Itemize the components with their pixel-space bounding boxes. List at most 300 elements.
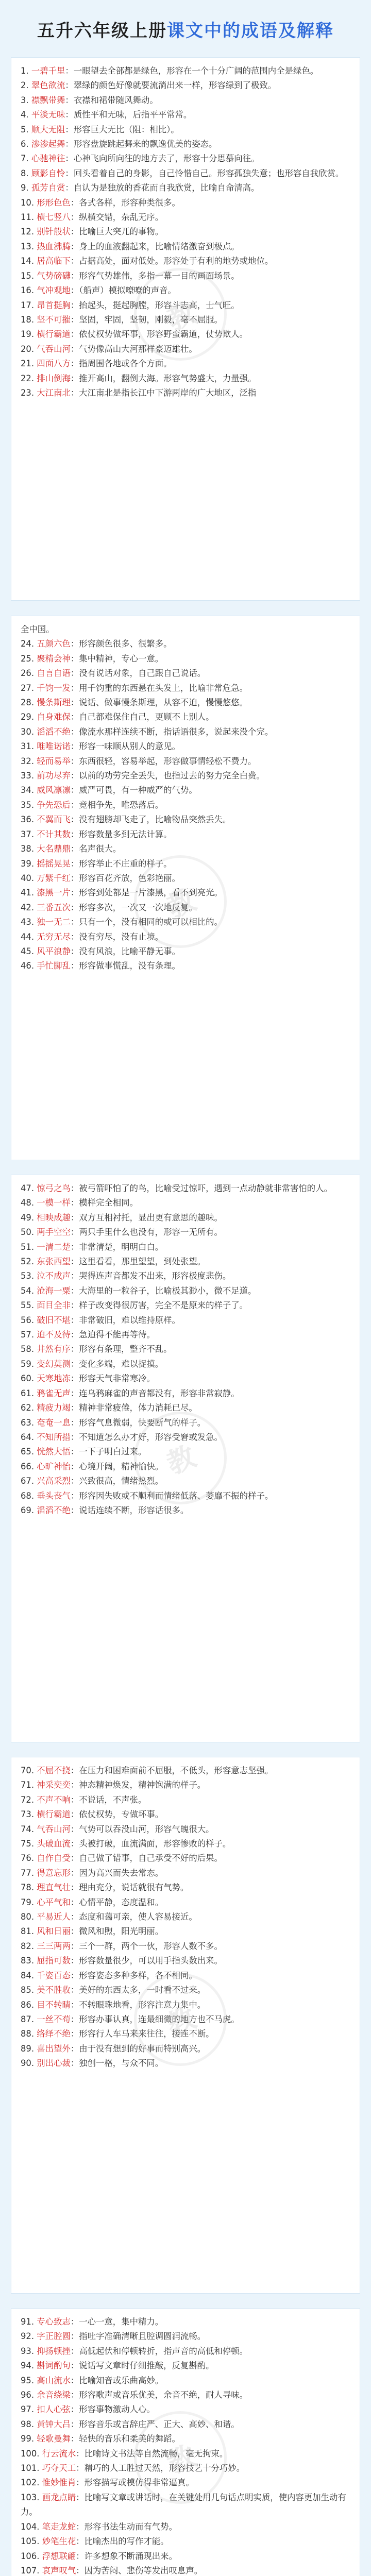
entry-colon: ： — [70, 844, 79, 854]
entry-colon: ： — [70, 800, 79, 810]
idiom-entry — [21, 2476, 350, 2490]
idiom-definition: 各式各样，形容种类很多。 — [79, 197, 180, 208]
idiom-definition: 连乌鸦麻雀的声音都没有，形容非常寂静。 — [79, 1388, 240, 1398]
entry-colon: ： — [70, 961, 79, 971]
entry-number: 80. — [21, 1912, 35, 1922]
idiom-entry — [21, 1196, 350, 1210]
entry-colon: ： — [70, 1417, 79, 1428]
entry-colon: ： — [70, 1780, 79, 1790]
idiom-entry — [21, 1778, 350, 1792]
entry-number: 47. — [21, 1183, 35, 1193]
entry-number: 40. — [21, 873, 35, 883]
entry-number: 60. — [21, 1374, 35, 1384]
idiom-definition: 只有一个，没有相同的或可以相比的。 — [79, 917, 223, 927]
idiom-entry — [21, 386, 350, 400]
idiom-word: 平淡无味 — [31, 110, 65, 120]
entry-colon: ： — [76, 2565, 85, 2575]
idiom-entry — [21, 842, 350, 856]
entry-number: 50. — [21, 1227, 35, 1238]
idiom-word: 头破血流 — [37, 1839, 71, 1849]
idiom-definition: 形容书法生动而有气势。 — [84, 2521, 177, 2532]
idiom-word: 相映成趣 — [37, 1212, 71, 1223]
idiom-definition: 推开高山，翻倒大海。形容气势盛大，力量强。 — [79, 373, 257, 383]
entry-colon: ： — [70, 771, 79, 781]
entry-colon: ： — [70, 270, 79, 281]
entry-number: 21. — [21, 359, 35, 369]
idiom-word: 独一无二 — [37, 917, 71, 927]
entry-colon: ： — [70, 1839, 79, 1849]
idiom-word: 不知所措 — [37, 1432, 71, 1442]
entry-number: 16. — [21, 285, 35, 296]
entry-colon: ： — [70, 1999, 79, 2010]
entry-number: 33. — [21, 771, 35, 781]
entry-colon: ： — [70, 1198, 79, 1208]
idiom-word: 天寒地冻 — [37, 1374, 71, 1384]
idiom-definition: 坚固，牢固，坚韧，刚毅，毫不屈服。 — [79, 314, 223, 325]
idiom-entry — [21, 2447, 350, 2461]
idiom-definition: 形容因失败或不顺利而情绪低落、萎靡不振的样子。 — [79, 1490, 274, 1501]
entry-number: 84. — [21, 1970, 35, 1980]
idiom-definition: 形容有条理，整齐不乱。 — [79, 1344, 172, 1354]
idiom-word: 千钧一发 — [37, 683, 71, 693]
idiom-entry — [21, 2432, 350, 2446]
idiom-word: 威风凛凛 — [37, 785, 71, 795]
entry-number: 7. — [21, 154, 29, 164]
entry-colon: ： — [70, 1257, 79, 1267]
entry-colon: ： — [70, 1212, 79, 1223]
idiom-word: 轻而易举 — [37, 756, 71, 766]
idiom-entry — [21, 1269, 350, 1283]
idiom-word: 轻歌曼舞 — [37, 2434, 71, 2444]
idiom-entry — [21, 283, 350, 298]
entry-colon: ： — [70, 931, 79, 942]
idiom-definition: 一心一意，集中精力。 — [79, 2317, 164, 2327]
entry-number: 15. — [21, 270, 35, 281]
entry-number: 61. — [21, 1388, 35, 1398]
entry-colon: ： — [70, 373, 79, 383]
entry-colon: ： — [70, 2043, 79, 2054]
idiom-word: 巧夺天工 — [42, 2463, 76, 2473]
entry-number: 23. — [21, 387, 35, 398]
idiom-word: 笔走龙蛇 — [42, 2521, 76, 2532]
idiom-definition: 心神飞向所向往的地方去了，形容十分思慕向往。 — [73, 154, 260, 164]
idiom-entry — [21, 666, 350, 681]
entry-number: 98. — [21, 2419, 35, 2429]
entry-number: 90. — [21, 2058, 35, 2069]
idiom-definition: 不说话，不声张。 — [79, 1794, 147, 1805]
entry-colon: ： — [65, 183, 74, 193]
idiom-definition: 一眼望去全部都是绿色，形容在一个十分广阔的范围内全是绿色。 — [73, 66, 319, 76]
idiom-word: 两手空空 — [37, 1227, 71, 1238]
entry-number: 76. — [21, 1853, 35, 1863]
idiom-definition: 说话、做事慢条斯理，从容不迫，慢慢悠悠。 — [79, 698, 248, 708]
entry-number: 94. — [21, 2361, 35, 2371]
idiom-word: 自言自语 — [37, 668, 71, 679]
idiom-word: 沧海一粟 — [37, 1285, 71, 1296]
idiom-word: 高山流水 — [37, 2375, 71, 2385]
entry-number: 103. — [21, 2492, 40, 2502]
idiom-entry — [21, 1954, 350, 1968]
entry-number: 68. — [21, 1490, 35, 1501]
entry-colon: ： — [76, 2463, 85, 2473]
idiom-word: 襟飘带舞 — [31, 95, 65, 105]
idiom-definition: 态度和蔼可亲，使人容易接近。 — [79, 1912, 197, 1922]
entry-number: 95. — [21, 2375, 35, 2385]
idiom-entry — [21, 137, 350, 151]
entry-colon: ： — [65, 124, 74, 134]
entry-colon: ： — [76, 2551, 85, 2561]
entry-colon: ： — [70, 387, 79, 398]
idiom-definition: 比喻诗文书法等自然流畅，毫无拘束。 — [84, 2448, 228, 2459]
entry-colon: ： — [70, 785, 79, 795]
idiom-definition: 形容举止不庄重的样子。 — [79, 858, 172, 869]
idiom-definition: 形容音乐或言辞庄严、正大、高妙、和谐。 — [79, 2419, 240, 2429]
idiom-definition: 轻快的音乐和柔美的舞蹈。 — [79, 2434, 180, 2444]
idiom-definition: 高低起伏和停顿转折，指声音的高低和停顿。 — [79, 2346, 248, 2356]
idiom-definition: 依仗权势做坏事，形容野蛮霸道，仗势欺人。 — [79, 329, 248, 340]
idiom-word: 鸦雀无声 — [37, 1388, 71, 1398]
idiom-definition: 集中精神，专心一意。 — [79, 653, 164, 664]
entry-colon: ： — [70, 698, 79, 708]
entry-number: 56. — [21, 1315, 35, 1325]
idiom-entry — [21, 210, 350, 225]
entry-number: 97. — [21, 2404, 35, 2415]
page-title-main: 五升六年级上册 — [37, 20, 167, 41]
idiom-definition: 变化多端，难以捉摸。 — [79, 1359, 164, 1369]
idiom-word: 聚精会神 — [37, 653, 71, 664]
entry-number: 71. — [21, 1780, 35, 1790]
idiom-entry — [21, 1357, 350, 1371]
idiom-word: 心平气和 — [37, 1897, 71, 1907]
entry-number: 5. — [21, 124, 29, 134]
idiom-word: 滔滔不绝 — [37, 726, 71, 737]
idiom-definition: 说话写文章时仔细推敲，反复斟酌。 — [79, 2361, 214, 2371]
idiom-word: 一清二楚 — [37, 1242, 71, 1252]
idiom-entry — [21, 1342, 350, 1357]
entry-number: 29. — [21, 712, 35, 722]
entry-colon: ： — [70, 2014, 79, 2024]
idiom-word: 精疲力竭 — [37, 1403, 71, 1413]
idiom-word: 不屈不挠 — [37, 1766, 71, 1775]
entry-number: 28. — [21, 698, 35, 708]
idiom-entry — [21, 886, 350, 900]
entry-number: 13. — [21, 241, 35, 251]
entry-colon: ： — [70, 1926, 79, 1937]
entry-colon: ： — [70, 1490, 79, 1501]
idiom-word: 哀声叹气 — [42, 2565, 76, 2575]
idiom-word: 黄钟大吕 — [37, 2419, 71, 2429]
entry-colon: ： — [70, 329, 79, 340]
idiom-definition: 形容气息微弱，快要断气的样子。 — [79, 1417, 206, 1428]
idiom-word: 不声不响 — [37, 1794, 71, 1805]
idiom-word: 心驰神往 — [31, 154, 65, 164]
entry-number: 77. — [21, 1868, 35, 1878]
idiom-word: 恍然大悟 — [37, 1447, 71, 1457]
idiom-word: 三三两两 — [37, 1941, 71, 1951]
idiom-word: 喜出望外 — [37, 2043, 71, 2054]
idiom-definition: 精神非常疲倦，体力消耗已尽。 — [79, 1403, 197, 1413]
idiom-word: 滔滔不绝 — [37, 1505, 71, 1515]
idiom-definition: 抬起头，挺起胸膛，形容斗志高，士气旺。 — [79, 300, 240, 310]
entry-colon: ： — [70, 2331, 79, 2342]
idiom-definition: 形容数量多到无法计算。 — [79, 829, 172, 839]
idiom-definition: 被弓箭吓怕了的鸟，比喻受过惊吓，遇到一点动静就非常害怕的人。 — [79, 1183, 332, 1193]
entry-colon: ： — [70, 1403, 79, 1413]
idiom-word: 画龙点睛 — [42, 2492, 76, 2502]
entry-colon: ： — [70, 256, 79, 266]
entry-colon: ： — [70, 2058, 79, 2069]
entry-colon: ： — [70, 873, 79, 883]
idiom-definition: 微风和煦，阳光明丽。 — [79, 1926, 164, 1937]
entry-colon: ： — [70, 888, 79, 898]
idiom-definition: 质性平和无味，后指平平常常。 — [73, 110, 192, 120]
idiom-entry — [21, 1503, 350, 1518]
idiom-definition: 非常清楚，明明白白。 — [79, 1242, 164, 1252]
idiom-definition: 衣襟和裙带随风舞动。 — [73, 95, 158, 105]
idiom-definition: 纵横交错，杂乱无序。 — [79, 212, 164, 223]
idiom-definition: 形容多次，一次又一次地反复。 — [79, 902, 197, 912]
idiom-entry — [21, 901, 350, 915]
entry-number: 104. — [21, 2521, 40, 2532]
idiom-word: 自身难保 — [37, 712, 71, 722]
idiom-entry — [21, 652, 350, 666]
idiom-word: 坚不可摧 — [37, 314, 71, 325]
idiom-definition: 像流水那样连续不断，指话语很多，说起来没个完。 — [79, 726, 274, 737]
entry-continuation: 全中国。 — [21, 624, 55, 634]
entry-number: 85. — [21, 1985, 35, 1995]
entry-colon: ： — [70, 712, 79, 722]
entry-number: 19. — [21, 329, 35, 340]
idiom-entry — [21, 857, 350, 871]
idiom-word: 惟妙惟肖 — [42, 2478, 76, 2488]
entry-colon: ： — [70, 2419, 79, 2429]
idiom-definition: 非常破旧，难以维持原样。 — [79, 1315, 180, 1325]
idiom-entry — [21, 725, 350, 739]
idiom-word: 风平浪静 — [37, 946, 71, 956]
idiom-word: 千姿百态 — [37, 1970, 71, 1980]
entry-number: 74. — [21, 1824, 35, 1834]
entry-number: 66. — [21, 1461, 35, 1471]
idiom-entry — [21, 123, 350, 137]
entry-number: 79. — [21, 1897, 35, 1907]
idiom-definition: 由于没有想到的好事而特别高兴。 — [79, 2043, 206, 2054]
entry-number: 27. — [21, 683, 35, 693]
idiom-definition: 没有穷尽，没有止境。 — [79, 931, 164, 942]
idiom-word: 万紫千红 — [37, 873, 71, 883]
page-title — [0, 0, 371, 58]
idiom-entry — [21, 1866, 350, 1880]
entry-number: 12. — [21, 227, 35, 237]
idiom-definition: 比喻写文章或讲话时，在关键处用几句话点明实质，使内容更加生动有力。 — [21, 2492, 346, 2517]
idiom-entry — [21, 269, 350, 283]
idiom-definition: 比喻知音或乐曲高妙。 — [79, 2375, 164, 2385]
idiom-word: 美不胜收 — [37, 1985, 71, 1995]
idiom-definition: 形容数量很少，可以用手指头数出来。 — [79, 1956, 223, 1966]
idiom-word: 摇摇晃晃 — [37, 858, 71, 869]
entry-colon: ： — [76, 2478, 85, 2488]
idiom-entry — [21, 2534, 350, 2549]
idiom-entry — [21, 2520, 350, 2534]
idiom-definition: 双方互相衬托，显出更有意思的趣味。 — [79, 1212, 223, 1223]
entry-colon: ： — [70, 1853, 79, 1863]
idiom-word: 神采奕奕 — [37, 1780, 71, 1790]
entry-colon: ： — [70, 1912, 79, 1922]
idiom-word: 惊弓之鸟 — [37, 1183, 71, 1193]
idiom-word: 妙笔生花 — [42, 2536, 76, 2547]
idiom-word: 气势磅礴 — [37, 270, 71, 281]
entry-colon: ： — [70, 1794, 79, 1805]
idiom-entry — [21, 2056, 350, 2071]
idiom-definition: 回头看着自己的身影，自己怜惜自己。形容孤独失意；也形容自我欣赏。 — [73, 168, 344, 178]
entry-colon: ： — [65, 80, 74, 91]
idiom-definition: 形容做事慌乱，没有条理。 — [79, 961, 180, 971]
entry-number: 67. — [21, 1476, 35, 1486]
entry-colon: ： — [76, 2536, 85, 2547]
idiom-definition: 形容描写或模仿得非常逼真。 — [84, 2478, 194, 2488]
idiom-definition: 形容气势雄伟，多指一幕一目的画面场景。 — [79, 270, 240, 281]
idiom-word: 翠色欲流 — [31, 80, 65, 91]
entry-colon: ： — [65, 66, 74, 76]
entry-number: 49. — [21, 1212, 35, 1223]
idiom-definition: 兴致很高，情绪热烈。 — [79, 1476, 164, 1486]
entry-colon: ： — [70, 668, 79, 679]
entry-number: 58. — [21, 1344, 35, 1354]
entry-number: 20. — [21, 344, 35, 354]
entry-number: 53. — [21, 1271, 35, 1281]
idiom-word: 不计其数 — [37, 829, 71, 839]
entry-number: 54. — [21, 1285, 35, 1296]
idiom-entry — [21, 196, 350, 210]
idiom-definition: 样子改变得很厉害，完全不是原来的样子了。 — [79, 1300, 248, 1311]
entry-number: 59. — [21, 1359, 35, 1369]
entry-number: 65. — [21, 1447, 35, 1457]
idiom-definition: 气势可以吞没山河，形容气魄很大。 — [79, 1824, 214, 1834]
idiom-word: 大名鼎鼎 — [37, 844, 71, 854]
idiom-entry — [21, 2388, 350, 2402]
idiom-definition: 指吐字准确清晰且腔调圆润流畅。 — [79, 2331, 206, 2342]
idiom-word: 扣人心弦 — [37, 2404, 71, 2415]
entry-number: 57. — [21, 1330, 35, 1340]
idiom-entry — [21, 93, 350, 108]
entry-colon: ： — [70, 1271, 79, 1281]
idiom-definition: 形容到处都是一片漆黑，看不到亮光。 — [79, 888, 223, 898]
entry-colon: ： — [70, 1300, 79, 1311]
entry-colon: ： — [65, 95, 74, 105]
idiom-word: 目不转睛 — [37, 1999, 71, 2010]
idiom-entry — [21, 78, 350, 93]
idiom-word: 余音绕梁 — [37, 2390, 71, 2400]
entry-number: 6. — [21, 139, 29, 149]
entry-number: 46. — [21, 961, 35, 971]
entry-colon: ： — [70, 1897, 79, 1907]
entry-number: 86. — [21, 1999, 35, 2010]
idiom-entry — [21, 64, 350, 78]
entry-number: 96. — [21, 2390, 35, 2400]
idiom-entry — [21, 1489, 350, 1503]
entry-colon: ： — [70, 212, 79, 223]
entry-number: 41. — [21, 888, 35, 898]
idiom-word: 变幻莫测 — [37, 1359, 71, 1369]
entry-colon: ： — [70, 1432, 79, 1442]
entry-colon: ： — [70, 1461, 79, 1471]
entry-colon: ： — [70, 344, 79, 354]
idiom-entry — [21, 1793, 350, 1807]
idiom-word: 行云流水 — [42, 2448, 76, 2459]
entry-colon: ： — [70, 1883, 79, 1893]
entry-number: 51. — [21, 1242, 35, 1252]
entry-number: 43. — [21, 917, 35, 927]
idiom-definition: 神态精神焕发，精神饱满的样子。 — [79, 1780, 206, 1790]
idiom-entry — [21, 357, 350, 371]
idiom-word: 斟词酌句 — [37, 2361, 71, 2371]
entry-number: 30. — [21, 726, 35, 737]
entry-colon: ： — [70, 1227, 79, 1238]
idiom-definition: 形容盘旋跳起舞来的飘逸优美的姿态。 — [73, 139, 217, 149]
idiom-definition: 因为苦闷、悲伤等发出叹息声。 — [84, 2565, 203, 2575]
idiom-definition: （船声）模拟嘹嘹的声音。 — [79, 285, 176, 296]
entry-colon: ： — [70, 2390, 79, 2400]
idiom-definition: 没有说话对象，自己跟自己说话。 — [79, 668, 206, 679]
entry-colon: ： — [70, 1476, 79, 1486]
entry-colon: ： — [70, 2434, 79, 2444]
entry-colon: ： — [70, 1388, 79, 1398]
idiom-entry — [21, 1284, 350, 1298]
entry-colon: ： — [70, 1985, 79, 1995]
idiom-entry — [21, 2402, 350, 2417]
idiom-word: 形形色色 — [37, 197, 71, 208]
idiom-entry — [21, 342, 350, 357]
idiom-entry — [21, 2490, 350, 2520]
idiom-word: 自作自受 — [37, 1853, 71, 1863]
idiom-definition: 没有风浪，比喻平静无事。 — [79, 946, 180, 956]
idiom-entry — [21, 327, 350, 342]
idiom-entry — [21, 1837, 350, 1851]
idiom-definition: 哭得连声音都发不出来，形容极度悲伤。 — [79, 1271, 231, 1281]
idiom-entry — [21, 240, 350, 254]
idiom-entry — [21, 930, 350, 944]
idiom-definition: 理由充分，说话就很有气势。 — [79, 1883, 189, 1893]
idiom-word: 浮想联翩 — [42, 2551, 76, 2561]
entry-number: 38. — [21, 844, 35, 854]
idiom-entry — [21, 225, 350, 239]
idiom-word: 顺大无阻 — [31, 124, 65, 134]
idiom-entry — [21, 1445, 350, 1459]
idiom-definition: 气势像高山大河那样豪迈雄壮。 — [79, 344, 197, 354]
idiom-entry — [21, 1401, 350, 1415]
entry-number: 106. — [21, 2551, 40, 2561]
entry-colon: ： — [76, 2521, 85, 2532]
idiom-entry — [21, 1924, 350, 1939]
idiom-word: 奄奄一息 — [37, 1417, 71, 1428]
idiom-definition: 指周围各地或各个方面。 — [79, 359, 172, 369]
entry-colon: ： — [70, 197, 79, 208]
entry-number: 11. — [21, 212, 35, 223]
entry-number: 102. — [21, 2478, 40, 2488]
idiom-entry — [21, 2027, 350, 2041]
entry-number: 37. — [21, 829, 35, 839]
entry-colon: ： — [70, 1766, 79, 1775]
idiom-card-1 — [11, 58, 360, 600]
idiom-entry — [21, 2315, 350, 2329]
page-title-highlight: 课文中的成语及解释 — [167, 20, 334, 41]
entry-number: 3. — [21, 95, 29, 105]
idiom-entry — [21, 754, 350, 769]
idiom-definition: 独创一格，与众不同。 — [79, 2058, 164, 2069]
idiom-entry — [21, 2042, 350, 2056]
idiom-entry — [21, 2329, 350, 2344]
entry-colon: ： — [70, 1868, 79, 1878]
idiom-definition: 头被打破，血流满面，形容惨败的样子。 — [79, 1839, 231, 1849]
